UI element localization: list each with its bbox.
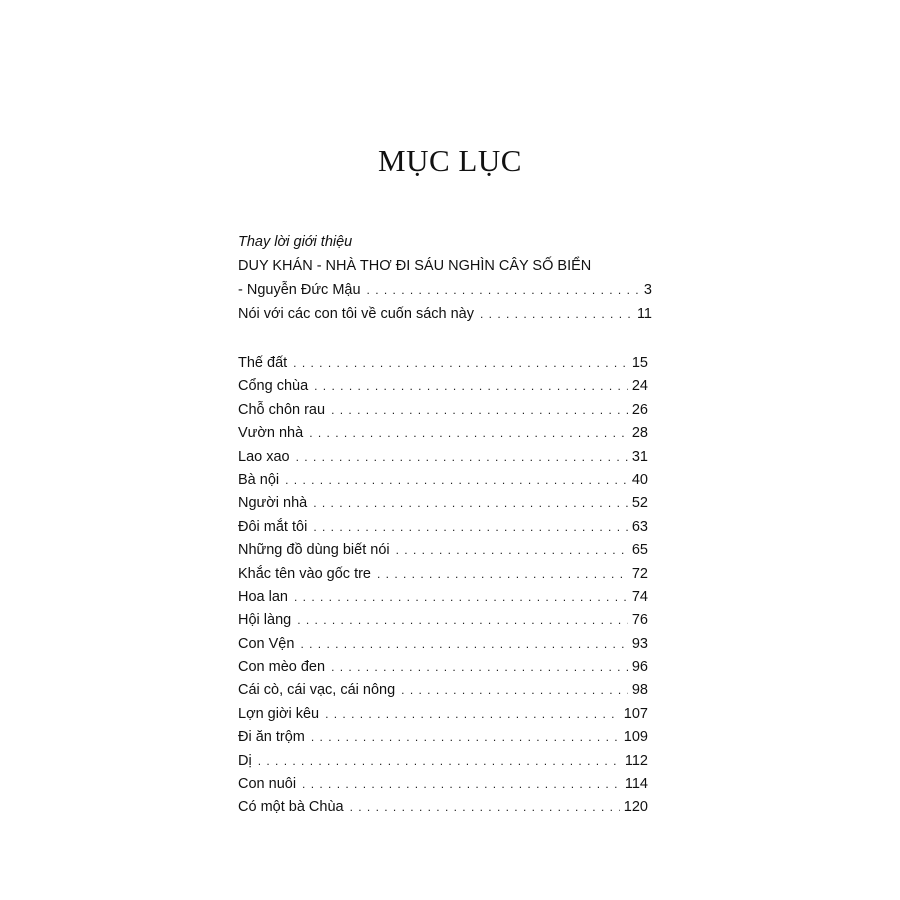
toc-label: - Nguyễn Đức Mậu xyxy=(238,282,361,298)
toc-label: Hội làng xyxy=(238,612,292,629)
toc-label: Dị xyxy=(238,752,252,769)
toc-row[interactable] xyxy=(238,633,648,656)
toc-row-intro-letter[interactable] xyxy=(238,302,652,326)
toc-label: Vườn nhà xyxy=(238,425,304,442)
toc-page-number: 15 xyxy=(631,355,648,371)
page-title: MỤC LỤC xyxy=(378,143,522,178)
toc-row[interactable] xyxy=(238,563,648,586)
toc-label: Có một bà Chùa xyxy=(238,799,344,816)
toc-label: Nói với các con tôi về cuốn sách này xyxy=(238,306,474,322)
toc-page-number: 74 xyxy=(631,588,648,605)
toc-row[interactable] xyxy=(238,609,648,632)
toc-label: Chỗ chôn rau xyxy=(238,401,326,418)
dot-leader xyxy=(296,446,628,469)
toc-page-number: 98 xyxy=(631,682,648,699)
dot-leader xyxy=(325,703,620,726)
dot-leader xyxy=(297,609,628,632)
toc-page-number: 26 xyxy=(631,401,648,418)
intro-section xyxy=(238,230,658,326)
toc-label: Con mèo đen xyxy=(238,659,326,676)
toc-label: Đôi mắt tôi xyxy=(238,518,308,535)
dot-leader xyxy=(294,586,628,609)
toc-page-number: 120 xyxy=(623,799,648,816)
toc-label: Đi ăn trộm xyxy=(238,729,305,746)
toc-row[interactable] xyxy=(238,352,648,375)
toc-label: Cổng chùa xyxy=(238,378,309,395)
toc-page-number: 63 xyxy=(631,518,648,535)
toc-row[interactable] xyxy=(238,399,648,422)
toc-row[interactable] xyxy=(238,656,648,679)
toc-row[interactable] xyxy=(238,539,648,562)
dot-leader xyxy=(350,796,620,819)
toc-row[interactable] xyxy=(238,703,648,726)
toc-page-number: 31 xyxy=(631,448,648,465)
dot-leader xyxy=(396,539,628,562)
toc-page-number: 96 xyxy=(631,659,648,676)
toc-page-number: 76 xyxy=(631,612,648,629)
toc-row[interactable] xyxy=(238,375,648,398)
toc-page-number: 72 xyxy=(631,565,648,582)
dot-leader xyxy=(258,750,621,773)
toc-row[interactable] xyxy=(238,516,648,539)
toc-row[interactable] xyxy=(238,750,648,773)
toc-page-number: 109 xyxy=(623,729,648,746)
toc-page-number: 107 xyxy=(623,705,648,722)
toc-page-number: 112 xyxy=(624,752,648,769)
dot-leader xyxy=(401,679,628,702)
toc-label: Hoa lan xyxy=(238,588,288,605)
dot-leader xyxy=(309,422,628,445)
dot-leader xyxy=(311,726,620,749)
toc-entries-list xyxy=(238,352,648,820)
dot-leader xyxy=(313,516,628,539)
toc-label: Khắc tên vào gốc tre xyxy=(238,565,371,582)
toc-row[interactable] xyxy=(238,492,648,515)
toc-row[interactable] xyxy=(238,422,648,445)
dot-leader xyxy=(367,278,640,302)
toc-page-number: 28 xyxy=(631,425,648,442)
dot-leader xyxy=(377,563,628,586)
dot-leader xyxy=(302,773,621,796)
toc-page-number: 65 xyxy=(631,542,648,559)
toc-page-number: 3 xyxy=(643,282,652,298)
toc-label: Bà nội xyxy=(238,471,280,488)
dot-leader xyxy=(331,399,628,422)
toc-label: Cái cò, cái vạc, cái nông xyxy=(238,682,396,699)
dot-leader xyxy=(293,352,628,375)
toc-label: Con nuôi xyxy=(238,776,297,793)
toc-label: Thế đất xyxy=(238,355,288,371)
toc-label: Lợn giời kêu xyxy=(238,705,320,722)
dot-leader xyxy=(313,492,628,515)
toc-row[interactable] xyxy=(238,773,648,796)
toc-row-intro-author[interactable] xyxy=(238,278,652,302)
intro-article-title: DUY KHÁN - NHÀ THƠ ĐI SÁU NGHÌN CÂY SỐ BIỂN xyxy=(238,258,592,274)
toc-row[interactable] xyxy=(238,726,648,749)
intro-heading: Thay lời giới thiệu xyxy=(238,234,353,250)
toc-page-number: 52 xyxy=(631,495,648,512)
dot-leader xyxy=(300,633,627,656)
toc-page-number: 40 xyxy=(631,471,648,488)
toc-row[interactable] xyxy=(238,469,648,492)
dot-leader xyxy=(314,375,628,398)
toc-page-number: 93 xyxy=(631,635,648,652)
toc-label: Con Vện xyxy=(238,635,295,652)
toc-label: Lao xao xyxy=(238,448,290,465)
toc-row[interactable] xyxy=(238,796,648,819)
toc-page-number: 24 xyxy=(631,378,648,395)
toc-row[interactable] xyxy=(238,446,648,469)
toc-label: Người nhà xyxy=(238,495,308,512)
dot-leader xyxy=(331,656,628,679)
dot-leader xyxy=(480,302,633,326)
dot-leader xyxy=(285,469,628,492)
toc-page-number: 11 xyxy=(636,306,652,322)
toc-row[interactable] xyxy=(238,586,648,609)
toc-row[interactable] xyxy=(238,679,648,702)
toc-label: Những đồ dùng biết nói xyxy=(238,542,390,559)
toc-page-number: 114 xyxy=(624,776,648,793)
